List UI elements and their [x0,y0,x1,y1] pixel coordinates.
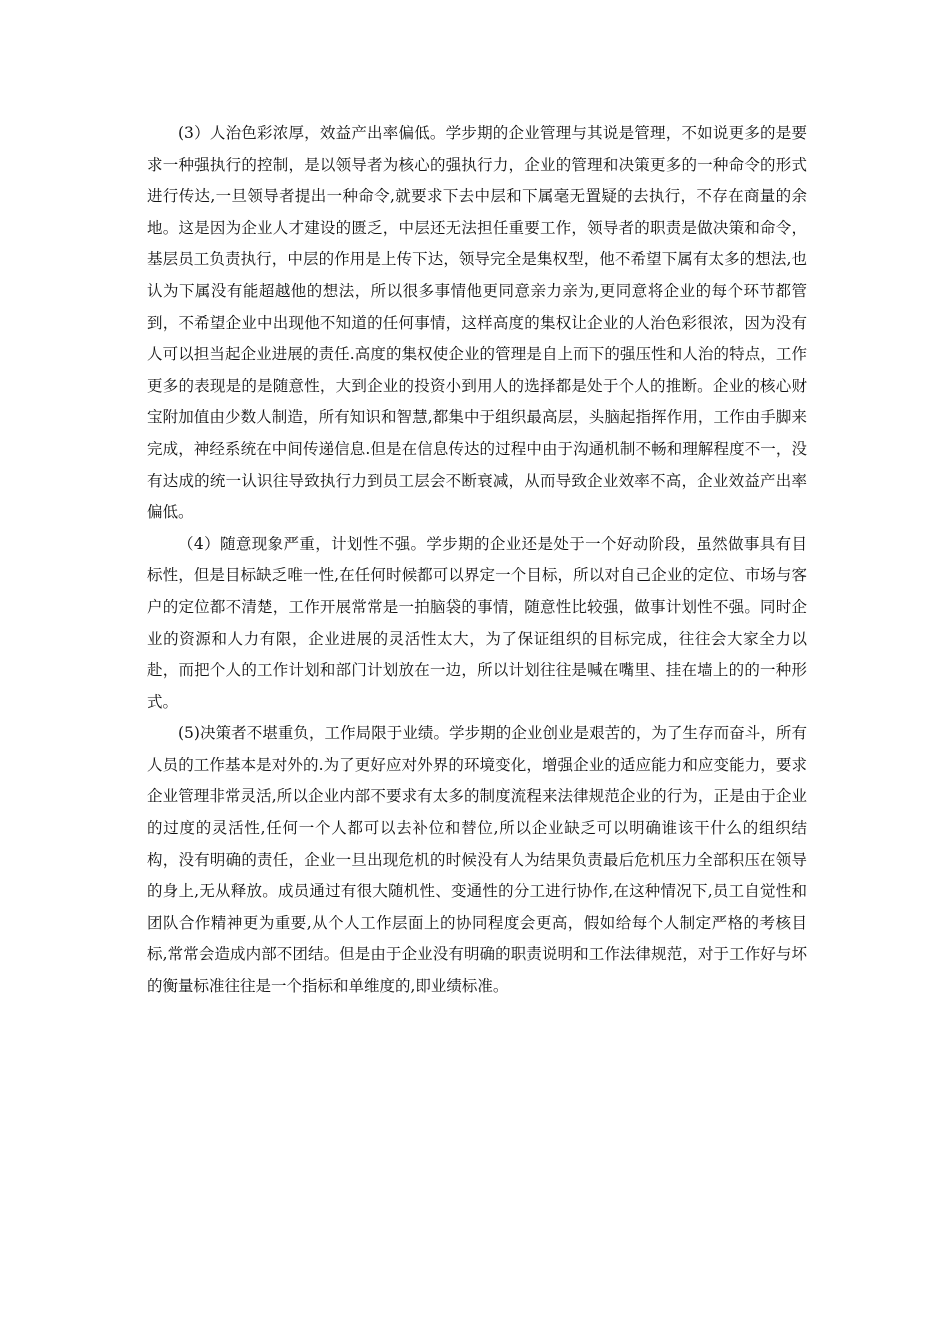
paragraph-5: (5)决策者不堪重负，工作局限于业绩。学步期的企业创业是艰苦的，为了生存而奋斗，所有人员的工作基本是对外的.为了更好应对外界的环境变化，增强企业的适应能力和应变能力，要求企业管理非常灵活,所以企业内部不要求有太多的制度流程来法律规范企业的行为，正是由于企业的过度的灵活性,任何一个人都可以去补位和替位,所以企业缺乏可以明确谁该干什么的组织结构，没有明确的责任，企业一旦出现危机的时候没有人为结果负责最后危机压力全部积压在领导的身上,无从释放。成员通过有很大随机性、变通性的分工进行协作,在这种情况下,员工自觉性和团队合作精神更为重要,从个人工作层面上的协同程度会更高，假如给每个人制定严格的考核目标,常常会造成内部不团结。但是由于企业没有明确的职责说明和工作法律规范，对于工作好与坏的衡量标准往往是一个指标和单维度的,即业绩标准。 [147,724,807,996]
document-body [147,118,807,1003]
paragraph-4: （4）随意现象严重，计划性不强。学步期的企业还是处于一个好动阶段，虽然做事具有目标性，但是目标缺乏唯一性,在任何时候都可以界定一个目标，所以对自己企业的定位、市场与客户的定位都不清楚，工作开展常常是一拍脑袋的事情，随意性比较强，做事计划性不强。同时企业的资源和人力有限，企业进展的灵活性太大，为了保证组织的目标完成，往往会大家全力以赴，而把个人的工作计划和部门计划放在一边，所以计划往往是喊在嘴里、挂在墙上的的一种形式。 [147,534,807,711]
paragraph-3: (3）人治色彩浓厚，效益产出率偏低。学步期的企业管理与其说是管理，不如说更多的是要求一种强执行的控制，是以领导者为核心的强执行力，企业的管理和决策更多的一种命令的形式进行传达,一旦领导者提出一种命令,就要求下去中层和下属毫无置疑的去执行，不存在商量的余地。这是因为企业人才建设的匮乏，中层还无法担任重要工作，领导者的职责是做决策和命令，基层员工负责执行，中层的作用是上传下达，领导完全是集权型，他不希望下属有太多的想法,也认为下属没有能超越他的想法，所以很多事情他更同意亲力亲为,更同意将企业的每个环节都管到，不希望企业中出现他不知道的任何事情，这样高度的集权让企业的人治色彩很浓，因为没有人可以担当起企业进展的责任.高度的集权使企业的管理是自上而下的强压性和人治的特点，工作更多的表现是的是随意性，大到企业的投资小到用人的选择都是处于个人的推断。企业的核心财宝附加值由少数人制造，所有知识和智慧,都集中于组织最高层，头脑起指挥作用，工作由手脚来完成，神经系统在中间传递信息.但是在信息传达的过程中由于沟通机制不畅和理解程度不一，没有达成的统一认识往导致执行力到员工层会不断衰减，从而导致企业效率不高，企业效益产出率偏低。 [147,124,807,522]
